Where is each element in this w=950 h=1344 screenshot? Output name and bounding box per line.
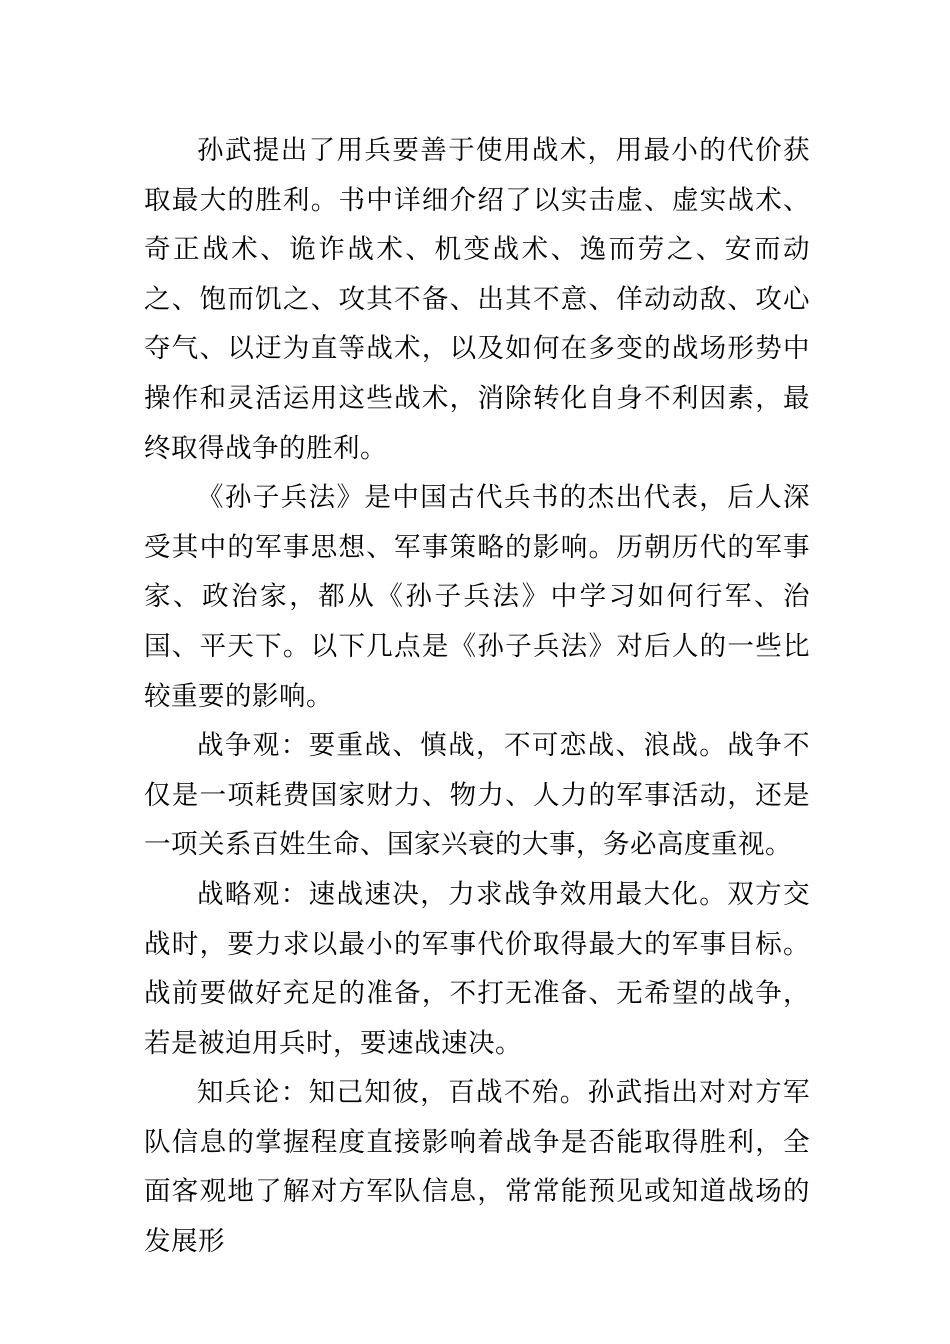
document-body	[144, 126, 810, 1267]
paragraph-tactics: 孙武提出了用兵要善于使用战术，用最小的代价获取最大的胜利。书中详细介绍了以实击虚、虚实战术、奇正战术、诡诈战术、机变战术、逸而劳之、安而动之、饱而饥之、攻其不备、出其不意、佯动动敌、攻心夺气、以迂为直等战术，以及如何在多变的战场形势中操作和灵活运用这些战术，消除转化自身不利因素，最终取得战争的胜利。	[144, 135, 810, 464]
paragraph-know-the-enemy: 知兵论：知己知彼，百战不殆。孙武指出对对方军队信息的掌握程度直接影响着战争是否能取得胜利，全面客观地了解对方军队信息，常常能预见或知道战场的发展形	[144, 1077, 810, 1258]
paragraph-strategy: 战略观：速战速决，力求战争效用最大化。双方交战时，要力求以最小的军事代价取得最大的军事目标。战前要做好充足的准备，不打无准备、无希望的战争，若是被迫用兵时，要速战速决。	[144, 878, 810, 1059]
paragraph-view-of-war: 战争观：要重战、慎战，不可恋战、浪战。战争不仅是一项耗费国家财力、物力、人力的军事活动，还是一项关系百姓生命、国家兴衰的大事，务必高度重视。	[144, 730, 810, 861]
paragraph-influence: 《孙子兵法》是中国古代兵书的杰出代表，后人深受其中的军事思想、军事策略的影响。历朝历代的军事家、政治家，都从《孙子兵法》中学习如何行军、治国、平天下。以下几点是《孙子兵法》对后人的一些比较重要的影响。	[144, 482, 810, 712]
